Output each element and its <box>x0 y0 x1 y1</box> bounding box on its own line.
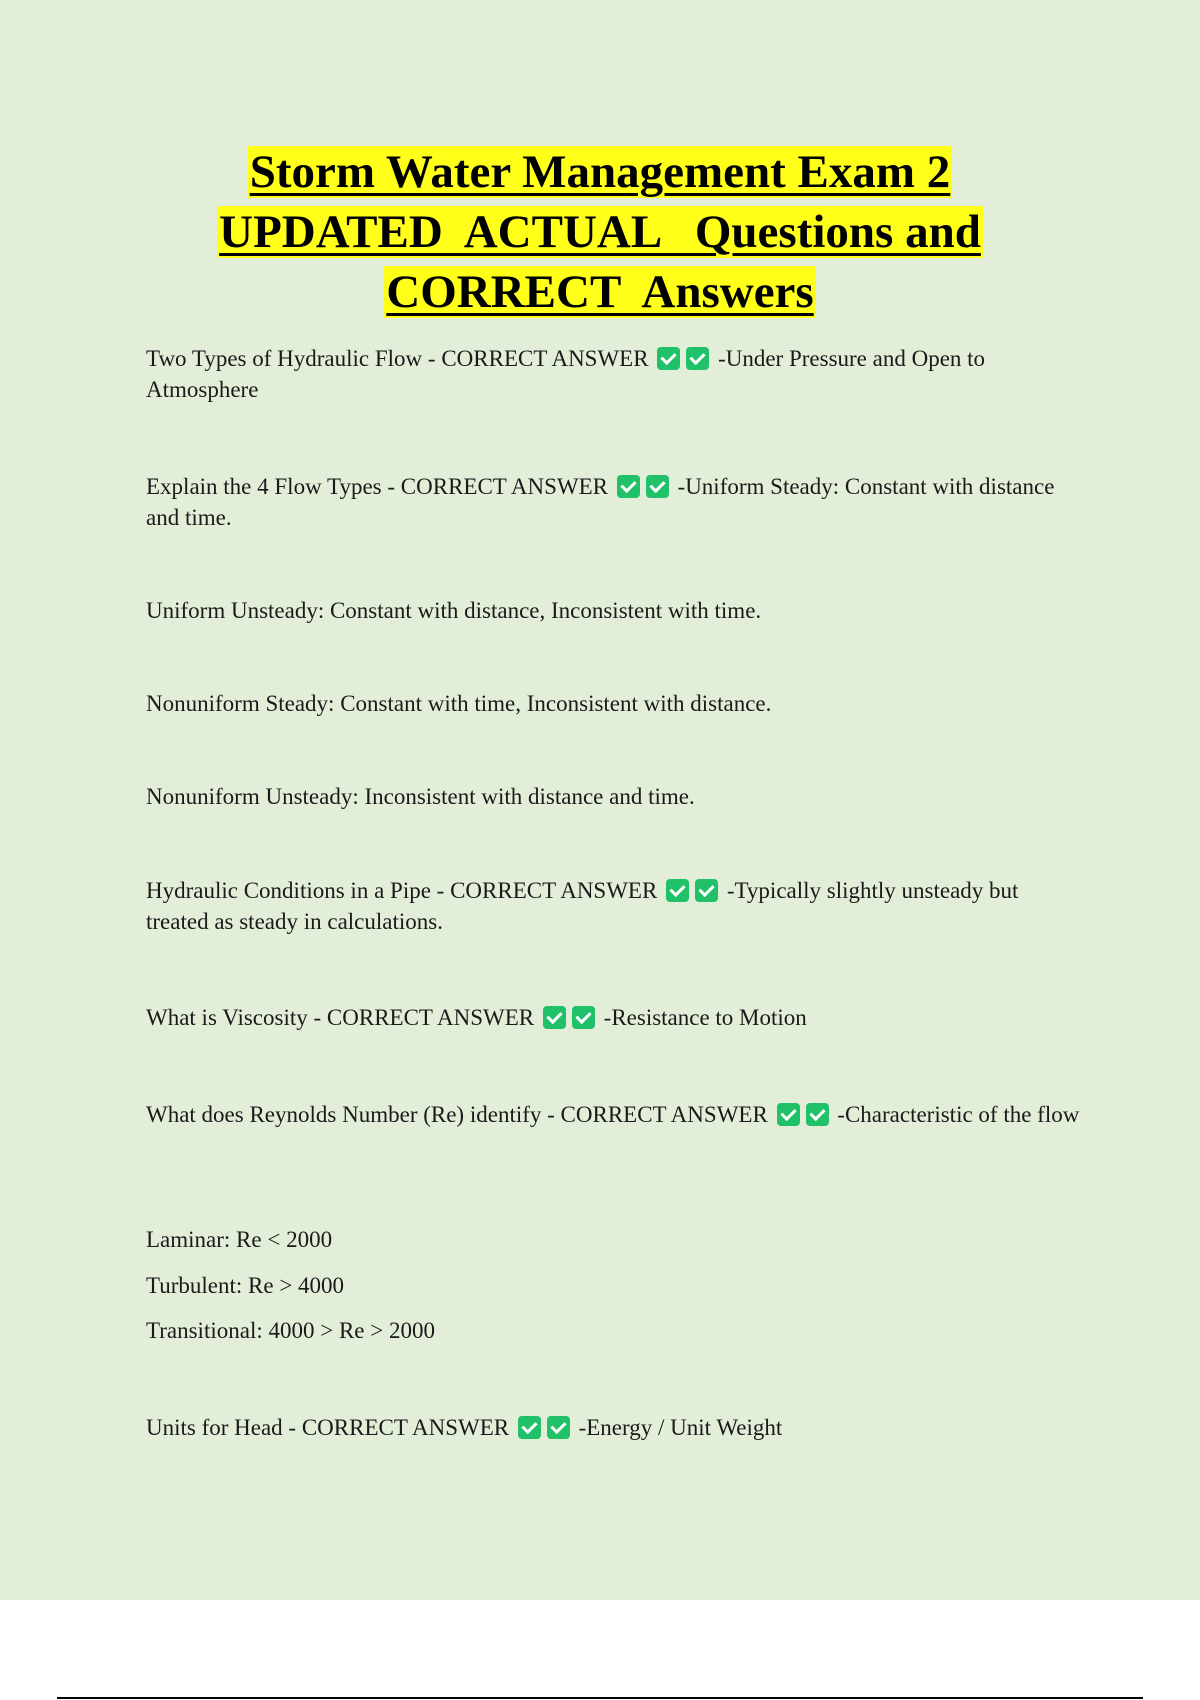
answer-text: -Under Pressure and Open to Atmosphere <box>146 346 986 402</box>
qa-item-reynolds <box>146 1099 1086 1130</box>
answer-text: -Energy / Unit Weight <box>572 1415 783 1440</box>
qa-item-units-head <box>146 1412 1086 1443</box>
check-icon <box>547 1416 570 1439</box>
footer-divider <box>57 1697 1143 1699</box>
text-uniform-unsteady: Uniform Unsteady: Constant with distance, Inconsistent with time. <box>146 598 762 623</box>
text-laminar: Laminar: Re < 2000 <box>146 1227 333 1252</box>
text-nonuniform-steady: Nonuniform Steady: Constant with time, Inconsistent with distance. <box>146 691 772 716</box>
check-icon <box>617 475 640 498</box>
answer-text: -Characteristic of the flow <box>831 1102 1080 1127</box>
check-icon <box>543 1006 566 1029</box>
question-text: Hydraulic Conditions in a Pipe - CORRECT ANSWER <box>146 878 658 903</box>
qa-item-viscosity <box>146 1002 1086 1033</box>
title-line: UPDATED ACTUAL Questions and <box>219 206 981 258</box>
answer-text: -Resistance to Motion <box>597 1005 807 1030</box>
text-transitional: Transitional: 4000 > Re > 2000 <box>146 1318 435 1343</box>
question-text: What is Viscosity - CORRECT ANSWER <box>146 1005 535 1030</box>
check-icon <box>572 1006 595 1029</box>
question-text: Two Types of Hydraulic Flow - CORRECT ANSWER <box>146 346 649 371</box>
title-line: Storm Water Management Exam 2 <box>249 146 951 198</box>
check-icon <box>777 1103 800 1126</box>
qa-item-pipe-conditions <box>146 875 1086 937</box>
qa-item-hydraulic-flow <box>146 343 1086 405</box>
qa-item-flow-types <box>146 471 1086 533</box>
check-icon <box>518 1416 541 1439</box>
question-text: Units for Head - CORRECT ANSWER <box>146 1415 510 1440</box>
document-title <box>0 142 1200 322</box>
check-icon <box>666 879 689 902</box>
check-icon <box>657 347 680 370</box>
answer-text: -Uniform Steady: Constant with distance and time. <box>146 474 1055 530</box>
question-text: Explain the 4 Flow Types - CORRECT ANSWER <box>146 474 609 499</box>
question-text: What does Reynolds Number (Re) identify - CORRECT ANSWER <box>146 1102 768 1127</box>
check-icon <box>646 475 669 498</box>
check-icon <box>695 879 718 902</box>
check-icon <box>686 347 709 370</box>
title-line: CORRECT Answers <box>386 266 814 318</box>
answer-text: -Typically slightly unsteady but treated as steady in calculations. <box>146 878 1019 934</box>
text-nonuniform-unsteady: Nonuniform Unsteady: Inconsistent with distance and time. <box>146 784 695 809</box>
check-icon <box>806 1103 829 1126</box>
text-turbulent: Turbulent: Re > 4000 <box>146 1273 345 1298</box>
